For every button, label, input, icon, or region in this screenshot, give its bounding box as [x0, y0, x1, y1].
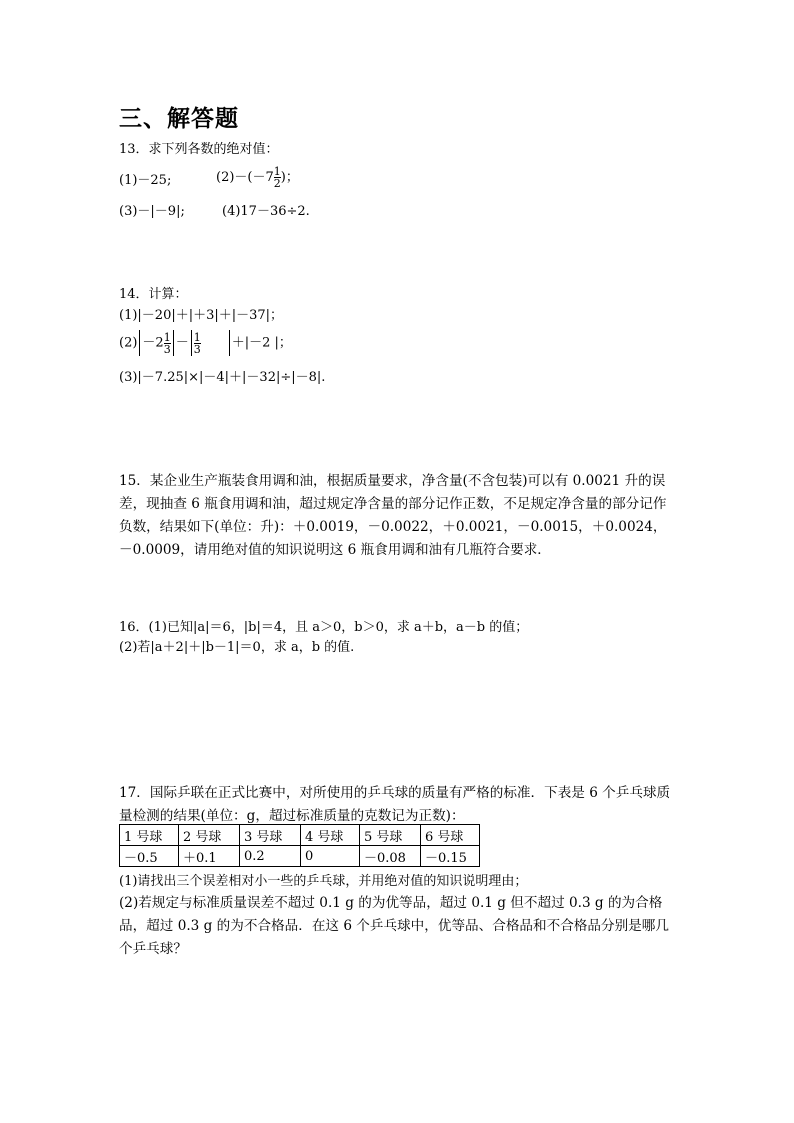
fraction-numerator: 1 [193, 330, 201, 344]
table-header-cell: 3 号球 [240, 825, 301, 846]
q14-part-2-pre: (2) [119, 335, 138, 351]
table-row [120, 825, 480, 846]
table-cell: －0.5 [120, 846, 179, 867]
q13-stem: 13．求下列各数的绝对值： [119, 142, 279, 157]
table-cell: 0 [301, 846, 360, 867]
q16-part-1: 16．(1)已知|a|＝6，|b|＝4，且 a＞0，b＞0，求 a＋b，a－b 的值； [119, 620, 529, 635]
q14-part-2 [119, 330, 292, 356]
q14-stem: 14．计算： [119, 287, 188, 302]
q17-part-2: (2)若规定与标准质量误差不超过 0.1 g 的为优等品，超过 0.1 g 但不超过 0.3 g 的为合格品，超过 0.3 g 的为不合格品．在这 6 个乒乓球中，优等品、合格品和不合格品分别是哪几个乒乓球？ [119, 895, 669, 957]
abs-bar [229, 330, 230, 356]
section-title: 三、解答题 [119, 106, 239, 132]
table-header-cell: 6 号球 [421, 825, 480, 846]
q13-part-1: (1)－25; [119, 173, 172, 188]
fraction-numerator: 1 [273, 165, 281, 178]
fraction [164, 332, 171, 355]
q13-part-3: (3)－|－9|; [119, 204, 185, 219]
table-header-cell: 2 号球 [179, 825, 240, 846]
fraction-denominator: 2 [273, 177, 281, 190]
table-cell: －0.15 [421, 846, 480, 867]
q14-part-2-post: ＋|－2 |； [231, 335, 292, 351]
table-cell: 0.2 [240, 846, 301, 867]
abs-bar [139, 330, 140, 356]
q13-part-2-post: )； [280, 170, 299, 185]
table-cell: －0.08 [360, 846, 421, 867]
q16-part-2: (2)若|a＋2|＋|b－1|＝0，求 a，b 的值. [119, 640, 355, 655]
fraction-numerator: 1 [163, 330, 171, 344]
table-row [120, 846, 480, 867]
q14-part-1: (1)|－20|＋|＋3|＋|－37|； [119, 308, 284, 323]
q15-text: 15．某企业生产瓶装食用调和油，根据质量要求，净含量(不含包装)可以有 0.0021 升的误差，现抽查 6 瓶食用调和油，超过规定净含量的部分记作正数，不足规定净含量的部分记作负数，结果如下(单位：升)：＋0.0019，－0.0022，＋0.0021，－0.0015，＋0.0024，－0.0009，请用绝对值的知识说明这 6 瓶食用调和油有几瓶符合要求． [119, 473, 667, 558]
fraction [194, 332, 201, 355]
fraction-denominator: 3 [163, 342, 171, 356]
q17-part-1: (1)请找出三个误差相对小一些的乒乓球，并用绝对值的知识说明理由； [119, 874, 528, 889]
q17-stem: 17．国际乒联在正式比赛中，对所使用的乒乓球的质量有严格的标准．下表是 6 个乒乓球质量检测的结果(单位：g，超过标准质量的克数记为正数)： [119, 785, 671, 824]
table-header-cell: 5 号球 [360, 825, 421, 846]
table-header-cell: 1 号球 [120, 825, 179, 846]
fraction-denominator: 3 [193, 342, 201, 356]
q14-part-3: (3)|－7.25|×|－4|＋|－32|÷|－8|. [119, 370, 326, 385]
q14-part-2-term-b: － [175, 335, 189, 351]
q13-part-2 [216, 166, 299, 189]
abs-bar [191, 330, 192, 356]
table-cell: ＋0.1 [179, 846, 240, 867]
q14-part-2-term-a: －2 [142, 335, 164, 351]
q17-table [119, 824, 480, 867]
q13-part-4: (4)17－36÷2. [222, 204, 310, 219]
table-header-cell: 4 号球 [301, 825, 360, 846]
q13-part-2-pre: (2)－(－7 [216, 170, 274, 185]
fraction [274, 166, 281, 189]
abs-bar [173, 330, 174, 356]
